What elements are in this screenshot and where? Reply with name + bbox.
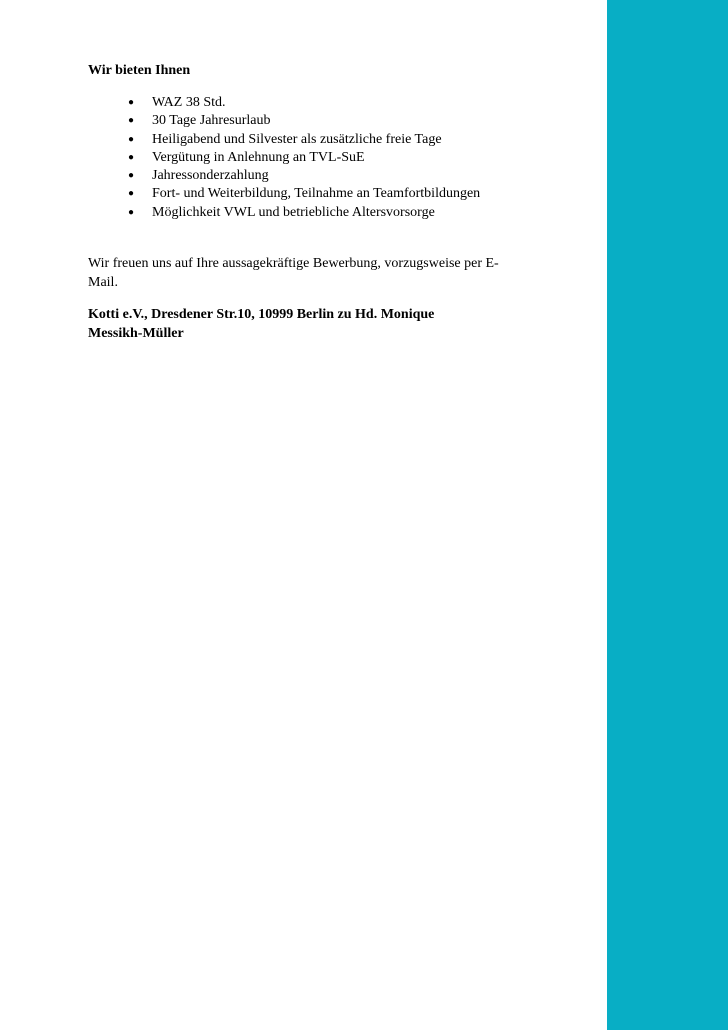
bullet-icon: ● bbox=[128, 133, 135, 145]
list-item-text: Vergütung in Anlehnung an TVL-SuE bbox=[152, 149, 365, 165]
offer-heading: Wir bieten Ihnen bbox=[88, 63, 191, 78]
side-color-band bbox=[607, 0, 728, 1030]
list-item bbox=[128, 131, 480, 149]
bullet-icon: ● bbox=[128, 206, 135, 218]
list-item-text: 30 Tage Jahresurlaub bbox=[152, 113, 271, 129]
list-item bbox=[128, 204, 480, 222]
closing-paragraph: Wir freuen uns auf Ihre aussagekräftige Bewerbung, vorzugsweise per E-Mail. bbox=[88, 256, 499, 290]
list-item bbox=[128, 94, 480, 112]
list-item bbox=[128, 149, 480, 167]
benefits-list bbox=[128, 94, 480, 222]
bullet-icon: ● bbox=[128, 115, 135, 127]
list-item bbox=[128, 185, 480, 203]
bullet-icon: ● bbox=[128, 151, 135, 163]
list-item-text: Fort- und Weiterbildung, Teilnahme an Teamfortbildungen bbox=[152, 186, 481, 202]
list-item-text: Möglichkeit VWL und betriebliche Altersvorsorge bbox=[152, 204, 435, 220]
list-item bbox=[128, 112, 480, 130]
bullet-icon: ● bbox=[128, 97, 135, 108]
contact-line-1: Kotti e.V., Dresdener Str.10, 10999 Berlin zu Hd. Monique bbox=[88, 307, 435, 322]
contact-line-2: Messikh-Müller bbox=[88, 326, 184, 341]
bullet-icon: ● bbox=[128, 188, 135, 200]
contact-address bbox=[88, 305, 488, 343]
list-item-text: WAZ 38 Std. bbox=[152, 95, 226, 110]
list-item bbox=[128, 167, 480, 185]
bullet-icon: ● bbox=[128, 170, 135, 182]
list-item-text: Heiligabend und Silvester als zusätzliche freie Tage bbox=[152, 131, 442, 147]
list-item-text: Jahressonderzahlung bbox=[152, 168, 269, 184]
